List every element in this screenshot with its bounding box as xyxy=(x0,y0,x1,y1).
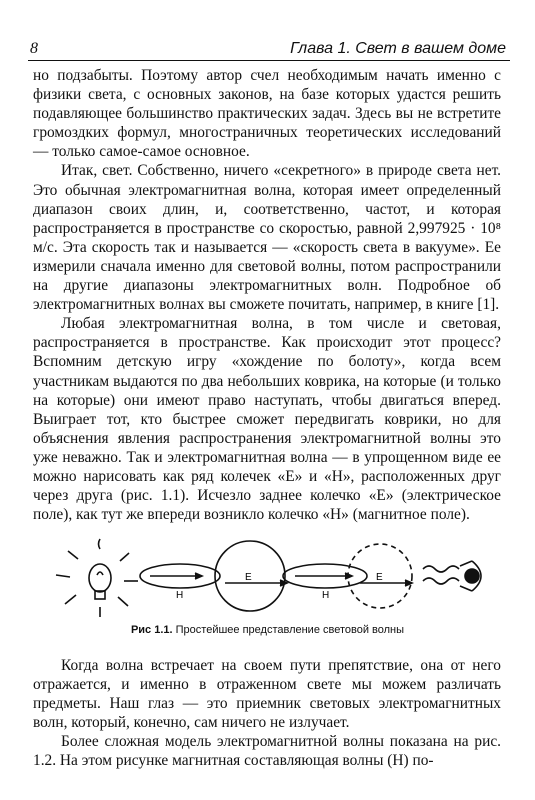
body-text-top xyxy=(33,66,501,524)
figure-caption xyxy=(0,624,535,636)
caption-text: Простейшее представление световой волны xyxy=(175,624,405,636)
label-h1: H xyxy=(176,590,184,601)
bulb-icon xyxy=(56,539,138,617)
label-e1: E xyxy=(245,572,252,583)
page-header xyxy=(28,40,510,61)
eye-icon xyxy=(460,561,481,591)
paragraph: Более сложная модель электромагнитной волны показана на рис. 1.2. На этом рисунке магнитная составляющая волны (H) по- xyxy=(33,733,501,770)
paragraph: но подзабыты. Поэтому автор счел необходимым начать именно с физики света, с основных законов, на базе которых удастся решить подавляющее большинство практических задач. Здесь вы не встретите громоздких формул, многостраничных теоретических исследований — только самое-самое основное. xyxy=(33,67,501,161)
page-number: 8 xyxy=(30,40,38,57)
paragraph: Итак, свет. Собственно, ничего «секретного» в природе света нет. Это обычная электромагнитная волна, которая имеет определенный диапазон своих длин, и, соответственно, частот, и которая распространяется в пространстве со скоростью, равной 2,997925 · 10⁸ м/с. Эта скорость так и называется — «скорость света в вакууме». Ее измерили сначала именно для световой волны, потом распространили на другие диапазоны электромагнитных волн. Подробное об электромагнитных волнах вы сможете почитать, например, в книге [1]. xyxy=(33,162,501,314)
figure-light-wave xyxy=(40,531,505,621)
wave-diagram xyxy=(40,531,505,621)
running-title: Глава 1. Свет в вашем доме xyxy=(290,40,506,57)
body-text-bottom xyxy=(33,656,501,771)
paragraph: Когда волна встречает на своем пути препятствие, она от него отражается, и именно в отраженном свете мы можем различать предметы. Наш глаз — это приемник световых электромагнитных волн, который, конечно, сам ничего не излучает. xyxy=(33,657,501,732)
label-e2: E xyxy=(376,572,383,583)
caption-number: Рис 1.1. xyxy=(130,624,173,636)
paragraph: Любая электромагнитная волна, в том числе и световая, распространяется в пространстве. Как происходит этот процесс? Вспомним детскую игру «хождение по болоту», когда всем участникам выдаются по два небольших коврика, на которые (и только на которые) они имеют право наступать, чтобы двигаться вперед. Выиграет тот, кто быстрее сможет передвигать коврики, но для объяснения явления распространения электромагнитной волны это уже неважно. Так и электромагнитная волна — в упрощенном виде ее можно нарисовать как ряд колечек «E» и «H», расположенных друг через друга (рис. 1.1). Исчезло заднее колечко «E» (электрическое поле), как тут же впереди возникло колечко «H» (магнитное поле). xyxy=(33,315,501,524)
label-h2: H xyxy=(322,590,330,601)
